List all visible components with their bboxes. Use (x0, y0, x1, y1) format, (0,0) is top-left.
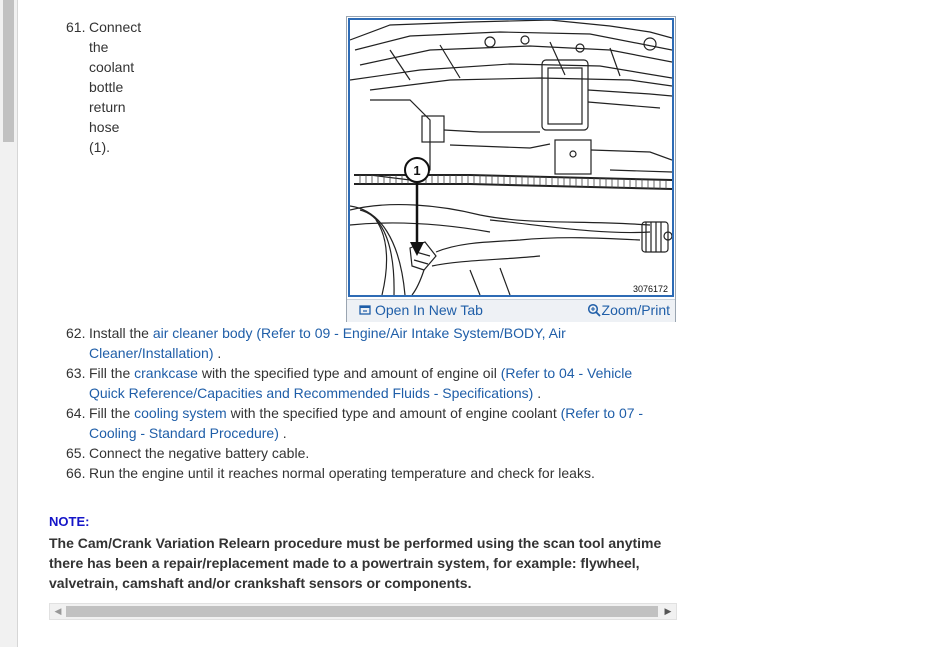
horizontal-scrollbar-thumb[interactable] (66, 606, 658, 617)
zoom-print-link[interactable] (587, 302, 670, 320)
step-text-line: (1). (89, 139, 110, 155)
step-text-segment: Fill the (89, 365, 135, 381)
callout-label: 1 (413, 163, 421, 178)
refer-to-04-link[interactable]: (Refer to 04 - Vehicle (500, 365, 633, 381)
refer-to-07-link[interactable]: (Refer to 07 - (560, 405, 644, 421)
step-number: 61. (66, 19, 86, 35)
air-cleaner-body-link[interactable]: air cleaner body (152, 325, 253, 341)
step-text-segment: . (533, 385, 542, 401)
refer-to-07-link-cont[interactable]: Cooling - Standard Procedure) (89, 425, 279, 441)
step-text-segment: with the specified type and amount of engine coolant (226, 405, 561, 421)
step-text (89, 403, 689, 443)
figure-toolbar (347, 299, 675, 322)
zoom-print-label: Zoom/Print (601, 302, 670, 318)
step-number: 64. (66, 405, 86, 421)
open-in-new-tab-label: Open In New Tab (375, 302, 483, 318)
step-text-segment: Fill the (89, 405, 135, 421)
scroll-left-arrow-icon[interactable]: ◀ (54, 606, 62, 616)
figure-id: 3076172 (632, 284, 668, 294)
step-text-segment: Install the (89, 325, 153, 341)
step-text (89, 323, 689, 363)
step-text-segment: . (278, 425, 287, 441)
step-text: Run the engine until it reaches normal operating temperature and check for leaks. (89, 465, 595, 481)
open-in-new-tab-icon (359, 303, 371, 319)
scroll-right-arrow-icon[interactable]: ▶ (664, 606, 672, 616)
refer-to-09-link-cont[interactable]: Cleaner/Installation) (89, 345, 214, 361)
step-number: 63. (66, 365, 86, 381)
magnifier-icon (587, 303, 601, 320)
step-number: 66. (66, 465, 86, 481)
step-number: 65. (66, 445, 86, 461)
crankcase-link[interactable]: crankcase (134, 365, 198, 381)
refer-to-04-link-cont[interactable]: Quick Reference/Capacities and Recommended Fluids - Specifications) (89, 385, 534, 401)
note-label: NOTE: (49, 514, 90, 529)
step-text-segment: . (213, 345, 222, 361)
step-text-line: Connect the coolant bottle return hose (89, 19, 142, 135)
horizontal-scrollbar[interactable] (49, 603, 677, 620)
figure-panel (346, 16, 676, 322)
step-text-segment: with the specified type and amount of engine oil (197, 365, 501, 381)
step-text (89, 17, 141, 157)
step-text: Connect the negative battery cable. (89, 445, 310, 461)
refer-to-09-link[interactable]: (Refer to 09 - Engine/Air Intake System/BODY, Air (252, 325, 566, 341)
step-number: 62. (66, 325, 86, 341)
note-text: The Cam/Crank Variation Relearn procedure must be performed using the scan tool anytime there has been a repair/replacement made to a powertrain system, for example: flywheel, valvetrain, camshaft and/or crankshaft sensors or components. (49, 535, 662, 591)
engine-drawing (350, 20, 672, 295)
open-in-new-tab-link[interactable] (359, 302, 483, 319)
engine-illustration[interactable] (348, 18, 674, 297)
step-text (89, 363, 689, 403)
cooling-system-link[interactable]: cooling system (134, 405, 227, 421)
